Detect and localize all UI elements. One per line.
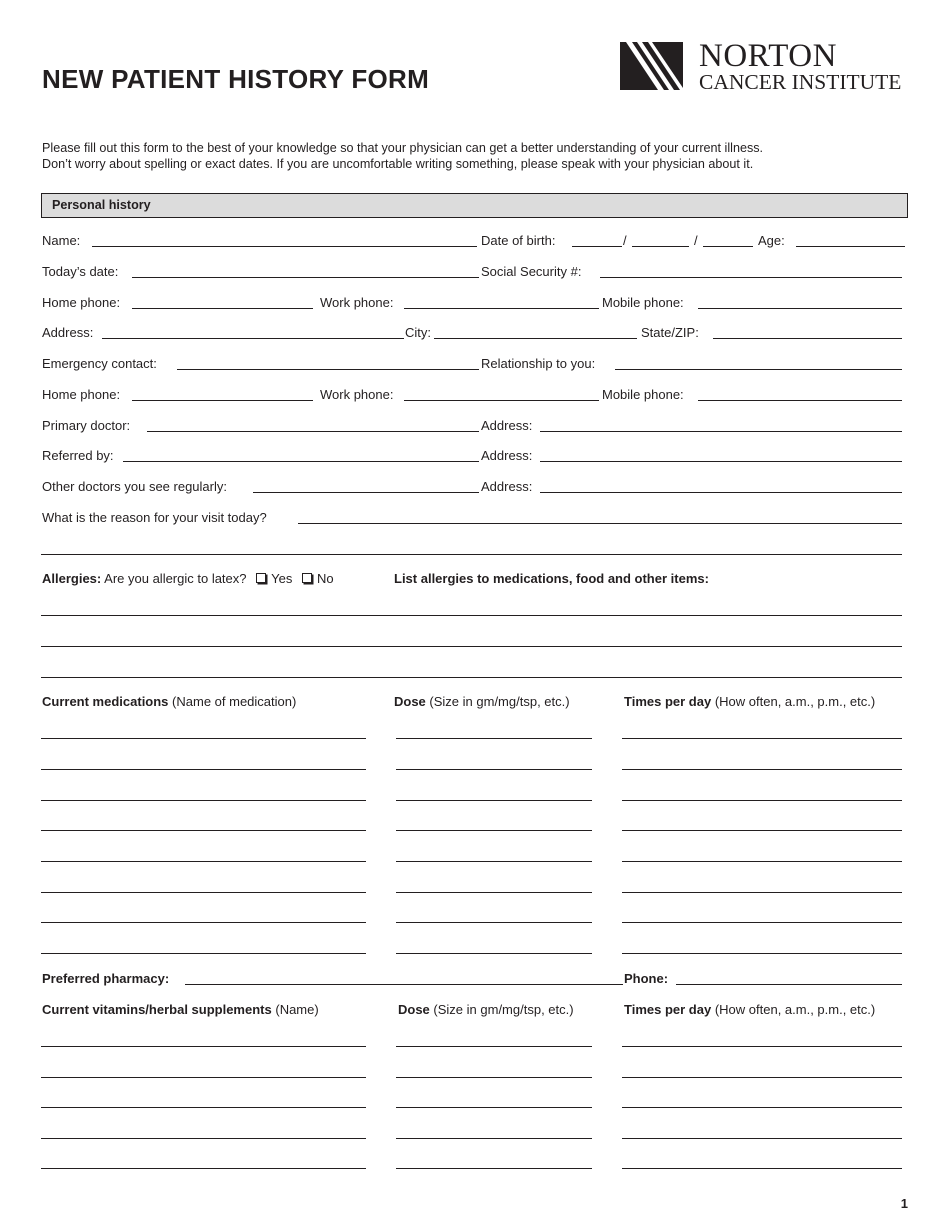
pharmacy-phone-label: Phone: [624,971,669,986]
primary-doctor-address-label: Address: [481,418,533,433]
primary-doctor-field[interactable] [147,431,479,432]
supplement-name-field[interactable] [41,1046,366,1047]
supplements-dose-header [398,1002,574,1017]
referred-by-address-label: Address: [481,448,533,463]
reason-field[interactable] [298,523,902,524]
latex-yes-option[interactable] [256,571,292,586]
reason-field-line-2[interactable] [41,554,902,555]
home-phone-label: Home phone: [42,295,121,310]
supplement-times-field[interactable] [622,1168,902,1169]
logo-text-institute: CANCER INSTITUTE [699,70,902,94]
emergency-mobile-phone-label: Mobile phone: [602,387,684,402]
medication-times-field[interactable] [622,922,902,923]
emergency-home-phone-field[interactable] [132,400,313,401]
supplements-times-label: Times per day [624,1002,712,1017]
allergies-row [42,571,334,586]
supplement-dose-field[interactable] [396,1168,592,1169]
referred-by-field[interactable] [123,461,479,462]
latex-no-label: No [316,571,334,586]
latex-no-option[interactable] [302,571,334,586]
medication-dose-field[interactable] [396,738,592,739]
allergies-list-line-1[interactable] [41,615,902,616]
supplements-times-header [624,1002,875,1017]
medication-times-field[interactable] [622,861,902,862]
supplement-dose-field[interactable] [396,1138,592,1139]
supplement-name-field[interactable] [41,1138,366,1139]
mobile-phone-label: Mobile phone: [602,295,684,310]
reason-label: What is the reason for your visit today? [42,510,267,525]
relationship-label: Relationship to you: [481,356,596,371]
supplement-times-field[interactable] [622,1077,902,1078]
city-label: City: [405,325,431,340]
referred-by-address-field[interactable] [540,461,902,462]
medication-dose-field[interactable] [396,953,592,954]
supplements-dose-note: (Size in gm/mg/tsp, etc.) [433,1002,574,1017]
supplement-dose-field[interactable] [396,1077,592,1078]
logo-text-norton: NORTON [699,38,837,74]
medication-dose-field[interactable] [396,800,592,801]
medications-label: Current medications [42,694,169,709]
other-doctors-field[interactable] [253,492,479,493]
medications-dose-label: Dose [394,694,426,709]
pharmacy-label: Preferred pharmacy: [42,971,170,986]
medication-dose-field[interactable] [396,861,592,862]
latex-question: Are you allergic to latex? [104,571,247,586]
supplement-dose-field[interactable] [396,1107,592,1108]
dob-day-field[interactable] [632,246,689,247]
dob-slash-1: / [623,233,627,248]
referred-by-label: Referred by: [42,448,114,463]
supplements-dose-label: Dose [398,1002,430,1017]
allergies-list-line-3[interactable] [41,677,902,678]
other-doctors-address-field[interactable] [540,492,902,493]
work-phone-field[interactable] [404,308,599,309]
supplement-name-field[interactable] [41,1168,366,1169]
dob-year-field[interactable] [703,246,753,247]
emergency-contact-field[interactable] [177,369,479,370]
supplements-header [42,1002,319,1017]
medications-dose-header [394,694,570,709]
medication-name-field[interactable] [41,738,366,739]
emergency-contact-label: Emergency contact: [42,356,157,371]
medication-name-field[interactable] [41,769,366,770]
state-zip-label: State/ZIP: [641,325,699,340]
supplement-times-field[interactable] [622,1138,902,1139]
allergies-list-line-2[interactable] [41,646,902,647]
medication-dose-field[interactable] [396,830,592,831]
medication-times-field[interactable] [622,769,902,770]
section-title: Personal history [52,198,151,212]
dob-month-field[interactable] [572,246,622,247]
other-doctors-label: Other doctors you see regularly: [42,479,227,494]
supplements-times-note: (How often, a.m., p.m., etc.) [714,1002,876,1017]
medication-dose-field[interactable] [396,769,592,770]
section-header-personal-history [41,193,908,218]
medications-times-label: Times per day [624,694,712,709]
relationship-field[interactable] [615,369,902,370]
medications-note: (Name of medication) [172,694,297,709]
pharmacy-phone-field[interactable] [676,984,902,985]
supplements-note: (Name) [275,1002,319,1017]
emergency-work-phone-label: Work phone: [320,387,394,402]
supplement-dose-field[interactable] [396,1046,592,1047]
emergency-work-phone-field[interactable] [404,400,599,401]
supplement-name-field[interactable] [41,1077,366,1078]
name-field[interactable] [92,246,477,247]
allergies-list-label: List allergies to medications, food and other items: [394,571,709,586]
todays-date-label: Today’s date: [42,264,119,279]
medication-dose-field[interactable] [396,922,592,923]
medications-header [42,694,296,709]
dob-label: Date of birth: [481,233,556,248]
dob-slash-2: / [694,233,698,248]
latex-yes-checkbox[interactable] [256,573,266,583]
todays-date-field[interactable] [132,277,479,278]
medication-times-field[interactable] [622,738,902,739]
supplement-name-field[interactable] [41,1107,366,1108]
age-field[interactable] [796,246,905,247]
medication-times-field[interactable] [622,953,902,954]
mobile-phone-field[interactable] [698,308,902,309]
address-label: Address: [42,325,94,340]
medications-times-note: (How often, a.m., p.m., etc.) [714,694,876,709]
work-phone-label: Work phone: [320,295,394,310]
medications-times-header [624,694,875,709]
supplement-times-field[interactable] [622,1107,902,1108]
supplements-label: Current vitamins/herbal supplements [42,1002,272,1017]
pharmacy-field[interactable] [185,984,623,985]
medication-name-field[interactable] [41,800,366,801]
page-title: NEW PATIENT HISTORY FORM [42,64,430,94]
medication-dose-field[interactable] [396,892,592,893]
emergency-mobile-phone-field[interactable] [698,400,902,401]
latex-no-checkbox[interactable] [302,573,312,583]
norton-logo-icon [620,42,683,90]
address-field[interactable] [102,338,404,339]
medication-times-field[interactable] [622,830,902,831]
other-doctors-address-label: Address: [481,479,533,494]
medication-times-field[interactable] [622,892,902,893]
page-number: 1 [900,1196,908,1211]
supplement-times-field[interactable] [622,1046,902,1047]
age-label: Age: [758,233,785,248]
medication-name-field[interactable] [41,953,366,954]
primary-doctor-label: Primary doctor: [42,418,131,433]
medication-name-field[interactable] [41,861,366,862]
medications-dose-note: (Size in gm/mg/tsp, etc.) [429,694,570,709]
medication-name-field[interactable] [41,922,366,923]
emergency-home-phone-label: Home phone: [42,387,121,402]
ssn-label: Social Security #: [481,264,582,279]
ssn-field[interactable] [600,277,902,278]
medication-name-field[interactable] [41,830,366,831]
name-label: Name: [42,233,81,248]
home-phone-field[interactable] [132,308,313,309]
state-zip-field[interactable] [713,338,902,339]
medication-times-field[interactable] [622,800,902,801]
intro-line-1: Please fill out this form to the best of your knowledge so that your physician can get a better understanding of your current illness. [42,141,764,155]
allergies-label: Allergies: [42,571,102,586]
city-field[interactable] [434,338,637,339]
primary-doctor-address-field[interactable] [540,431,902,432]
intro-line-2: Don’t worry about spelling or exact dates. If you are uncomfortable writing something, please speak with your physician about it. [42,157,754,171]
latex-yes-label: Yes [271,571,293,586]
medication-name-field[interactable] [41,892,366,893]
